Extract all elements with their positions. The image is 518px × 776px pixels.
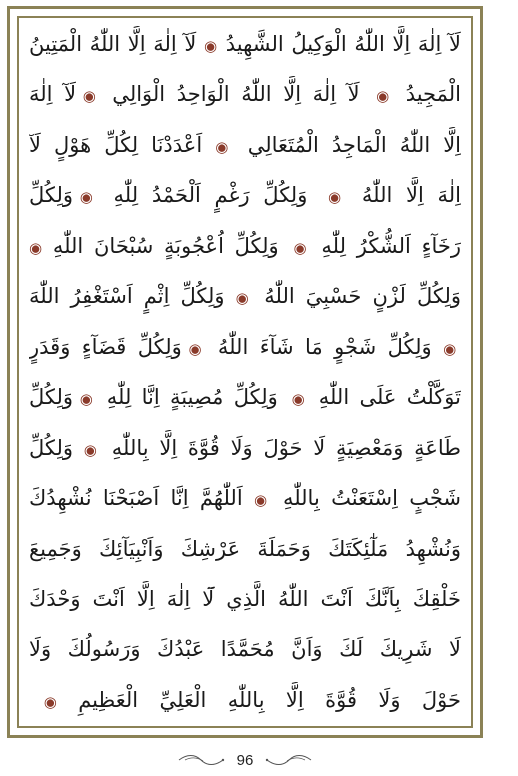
text-line-4: اِلٰهَ اِلَّا اللّٰهُ ◉ وَلِكُلِّ رَغْمٍ اَلْحَمْدُ لِلّٰهِ ◉ وَلِكُلِّ [29, 183, 461, 208]
separator-rosette-icon: ◉ [288, 390, 309, 409]
separator-rosette-icon: ◉ [289, 238, 311, 257]
text-line-10: شَجْبٍ اِسْتَعَنْتُ بِاللّٰهِ ◉ اَللّٰهُمَّ اِنَّا اَصْبَحْنَا نُشْهِدُكَ [29, 486, 461, 511]
text-line-9: طَاعَةٍ وَمَعْصِيَةٍ لَا حَوْلَ وَلَا قُوَّةَ اِلَّا بِاللّٰهِ ◉ وَلِكُلِّ [29, 435, 461, 460]
text-line-6: وَلِكُلِّ لَزْنٍ حَسْبِيَ اللّٰهُ ◉ وَلِكُلِّ اِثْمٍ اَسْتَغْفِرُ اللّٰهَ [29, 284, 461, 309]
text-line-1: لَآ اِلٰهَ اِلَّا اللّٰهُ الْوَكِيلُ الشَّهِيدُ ◉ لَآ اِلٰهَ اِلَّا اللّٰهُ الْمَتِينُ [29, 32, 461, 56]
left-flourish-icon [177, 753, 225, 767]
text-line-2: الْمَجِيدُ ◉ لَآ اِلٰهَ اِلَّا اللّٰهُ الْوَاحِدُ الْوَالِي ◉ لَآ اِلٰهَ [29, 82, 461, 107]
separator-rosette-icon: ◉ [231, 289, 254, 308]
separator-rosette-icon: ◉ [203, 37, 219, 55]
page-frame-inner [17, 16, 473, 728]
text-line-5: رَخَآءٍ اَلشُّكْرُ لِلّٰهِ ◉ وَلِكُلِّ اُعْجُوبَةٍ سُبْحَانَ اللّٰهِ ◉ [29, 233, 461, 258]
separator-rosette-icon: ◉ [29, 692, 57, 711]
text-line-8: تَوَكَّلْتُ عَلَى اللّٰهِ ◉ وَلِكُلِّ مُصِيبَةٍ اِنَّا لِلّٰهِ ◉ وَلِكُلِّ [29, 385, 461, 410]
separator-rosette-icon: ◉ [443, 339, 461, 358]
page-number: 96 [236, 751, 254, 769]
text-line-7: ◉ وَلِكُلِّ شَجْوٍ مَا شَآءَ اللّٰهُ ◉ وَلِكُلِّ قَضَآءٍ وَقَدَرٍ [29, 334, 461, 359]
separator-rosette-icon: ◉ [79, 440, 101, 459]
separator-rosette-icon: ◉ [249, 491, 272, 510]
separator-rosette-icon: ◉ [321, 188, 349, 207]
page-frame-outer [7, 6, 483, 738]
right-flourish-icon [265, 753, 313, 767]
page-footer [0, 748, 490, 772]
separator-rosette-icon: ◉ [82, 87, 101, 106]
text-line-12: خَلْقِكَ بِاَنَّكَ اَنْتَ اللّٰهُ الَّذِي لَٓا اِلٰهَ اِلَّا اَنْتَ وَحْدَكَ [29, 586, 461, 611]
text-body [29, 26, 461, 718]
text-line-13: لَا شَرِيكَ لَكَ وَاَنَّ مُحَمَّدًا عَبْدُكَ وَرَسُولُكَ وَلَا [29, 637, 461, 662]
separator-rosette-icon: ◉ [79, 188, 100, 207]
text-line-14: حَوْلَ وَلَا قُوَّةَ اِلَّا بِاللّٰهِ الْعَلِيِّ الْعَظِيمِ ◉ [29, 687, 461, 712]
text-line-11: وَنُشْهِدُ مَلٰٓئِكَتَكَ وَحَمَلَةَ عَرْشِكَ وَاَنْبِيَآئِكَ وَجَمِيعَ [29, 536, 461, 561]
separator-rosette-icon: ◉ [208, 137, 235, 156]
separator-rosette-icon: ◉ [188, 339, 207, 358]
separator-rosette-icon: ◉ [79, 390, 97, 409]
separator-rosette-icon: ◉ [29, 238, 43, 257]
text-line-3: اِلَّا اللّٰهُ الْمَاجِدُ الْمُتَعَالِي ◉ اَعْدَدْنَا لِكُلِّ هَوْلٍ لَآ [29, 132, 461, 157]
separator-rosette-icon: ◉ [371, 87, 395, 106]
